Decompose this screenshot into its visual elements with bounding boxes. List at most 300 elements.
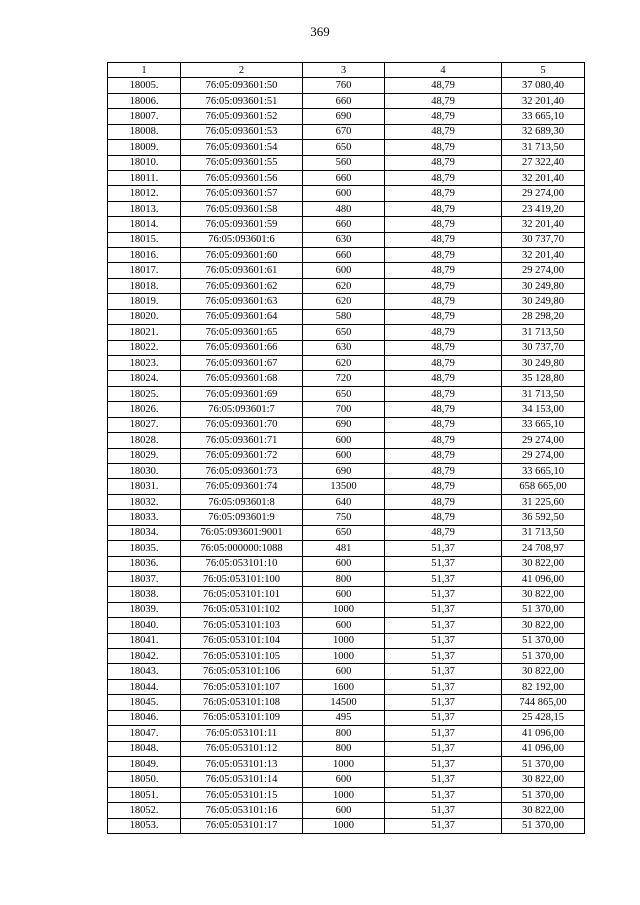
table-cell: 41 096,00 xyxy=(502,726,585,741)
table-row xyxy=(108,170,585,185)
table-cell: 48,79 xyxy=(385,124,502,139)
table-cell: 33 665,10 xyxy=(502,109,585,124)
table-cell: 76:05:093601:72 xyxy=(181,448,303,463)
table-cell: 600 xyxy=(303,556,385,571)
table-cell: 32 201,40 xyxy=(502,217,585,232)
table-cell: 18043. xyxy=(108,664,181,679)
column-header: 1 xyxy=(108,63,181,78)
table-cell: 1000 xyxy=(303,649,385,664)
table-cell: 700 xyxy=(303,402,385,417)
table-row xyxy=(108,371,585,386)
table-cell: 18033. xyxy=(108,510,181,525)
table-cell: 30 822,00 xyxy=(502,587,585,602)
table-cell: 76:05:053101:12 xyxy=(181,741,303,756)
table-cell: 48,79 xyxy=(385,525,502,540)
table-cell: 51,37 xyxy=(385,787,502,802)
table-cell: 600 xyxy=(303,618,385,633)
table-cell: 48,79 xyxy=(385,340,502,355)
table-cell: 33 665,10 xyxy=(502,463,585,478)
table-cell: 27 322,40 xyxy=(502,155,585,170)
table-cell: 32 689,30 xyxy=(502,124,585,139)
table-cell: 48,79 xyxy=(385,402,502,417)
table-cell: 18030. xyxy=(108,463,181,478)
table-cell: 76:05:053101:108 xyxy=(181,695,303,710)
table-cell: 82 192,00 xyxy=(502,679,585,694)
table-row xyxy=(108,633,585,648)
table-row xyxy=(108,525,585,540)
table-row xyxy=(108,309,585,324)
table-row xyxy=(108,741,585,756)
table-cell: 51,37 xyxy=(385,695,502,710)
table-cell: 630 xyxy=(303,340,385,355)
table-cell: 33 665,10 xyxy=(502,417,585,432)
table-row xyxy=(108,618,585,633)
table-cell: 76:05:093601:53 xyxy=(181,124,303,139)
table-cell: 18011. xyxy=(108,170,181,185)
table-cell: 650 xyxy=(303,325,385,340)
table-cell: 51,37 xyxy=(385,602,502,617)
table-cell: 30 249,80 xyxy=(502,278,585,293)
table-cell: 600 xyxy=(303,587,385,602)
table-cell: 76:05:093601:56 xyxy=(181,170,303,185)
table-cell: 18021. xyxy=(108,325,181,340)
table-cell: 51,37 xyxy=(385,772,502,787)
table-cell: 800 xyxy=(303,726,385,741)
table-cell: 760 xyxy=(303,78,385,93)
table-row xyxy=(108,571,585,586)
table-row xyxy=(108,463,585,478)
table-cell: 495 xyxy=(303,710,385,725)
table-cell: 18040. xyxy=(108,618,181,633)
table-row xyxy=(108,448,585,463)
table-cell: 18047. xyxy=(108,726,181,741)
table-row xyxy=(108,772,585,787)
table-row xyxy=(108,602,585,617)
table-cell: 76:05:093601:62 xyxy=(181,278,303,293)
table-cell: 51 370,00 xyxy=(502,649,585,664)
table-cell: 51 370,00 xyxy=(502,602,585,617)
table-cell: 18044. xyxy=(108,679,181,694)
table-cell: 37 080,40 xyxy=(502,78,585,93)
table-cell: 76:05:053101:11 xyxy=(181,726,303,741)
table-cell: 76:05:093601:8 xyxy=(181,494,303,509)
table-cell: 76:05:053101:101 xyxy=(181,587,303,602)
table-cell: 36 592,50 xyxy=(502,510,585,525)
table-cell: 18045. xyxy=(108,695,181,710)
table-cell: 18034. xyxy=(108,525,181,540)
table-row xyxy=(108,340,585,355)
table-cell: 690 xyxy=(303,417,385,432)
table-cell: 18010. xyxy=(108,155,181,170)
table-cell: 658 665,00 xyxy=(502,479,585,494)
table-cell: 744 865,00 xyxy=(502,695,585,710)
table-row xyxy=(108,664,585,679)
table-row xyxy=(108,494,585,509)
table-cell: 31 225,60 xyxy=(502,494,585,509)
table-cell: 650 xyxy=(303,386,385,401)
table-cell: 76:05:093601:67 xyxy=(181,356,303,371)
table-cell: 76:05:093601:55 xyxy=(181,155,303,170)
table-cell: 1600 xyxy=(303,679,385,694)
column-header: 4 xyxy=(385,63,502,78)
table-cell: 800 xyxy=(303,571,385,586)
table-cell: 18048. xyxy=(108,741,181,756)
table-cell: 51,37 xyxy=(385,633,502,648)
table-cell: 31 713,50 xyxy=(502,386,585,401)
table-cell: 18013. xyxy=(108,201,181,216)
table-cell: 1000 xyxy=(303,602,385,617)
table-cell: 18042. xyxy=(108,649,181,664)
table-cell: 660 xyxy=(303,170,385,185)
table-cell: 41 096,00 xyxy=(502,741,585,756)
table-cell: 620 xyxy=(303,356,385,371)
table-cell: 630 xyxy=(303,232,385,247)
table-row xyxy=(108,386,585,401)
column-header: 5 xyxy=(502,63,585,78)
table-cell: 51,37 xyxy=(385,587,502,602)
table-row xyxy=(108,649,585,664)
table-cell: 18031. xyxy=(108,479,181,494)
table-cell: 76:05:093601:51 xyxy=(181,93,303,108)
table-row xyxy=(108,803,585,818)
table-cell: 31 713,50 xyxy=(502,325,585,340)
table-cell: 76:05:093601:9 xyxy=(181,510,303,525)
table-cell: 76:05:093601:69 xyxy=(181,386,303,401)
table-cell: 48,79 xyxy=(385,463,502,478)
table-cell: 18008. xyxy=(108,124,181,139)
table-cell: 51 370,00 xyxy=(502,787,585,802)
table-cell: 76:05:093601:61 xyxy=(181,263,303,278)
table-cell: 650 xyxy=(303,525,385,540)
table-cell: 51,37 xyxy=(385,741,502,756)
table-cell: 76:05:053101:16 xyxy=(181,803,303,818)
table-row xyxy=(108,278,585,293)
table-cell: 76:05:093601:74 xyxy=(181,479,303,494)
table-cell: 18029. xyxy=(108,448,181,463)
table-row xyxy=(108,402,585,417)
table-cell: 32 201,40 xyxy=(502,93,585,108)
table-cell: 18018. xyxy=(108,278,181,293)
table-cell: 48,79 xyxy=(385,186,502,201)
table-cell: 48,79 xyxy=(385,201,502,216)
table-cell: 51 370,00 xyxy=(502,756,585,771)
table-cell: 29 274,00 xyxy=(502,448,585,463)
table-cell: 48,79 xyxy=(385,417,502,432)
table-cell: 560 xyxy=(303,155,385,170)
table-cell: 48,79 xyxy=(385,78,502,93)
table-row xyxy=(108,124,585,139)
table-cell: 660 xyxy=(303,93,385,108)
table-cell: 13500 xyxy=(303,479,385,494)
table-cell: 76:05:093601:70 xyxy=(181,417,303,432)
table-row xyxy=(108,587,585,602)
table-cell: 76:05:093601:59 xyxy=(181,217,303,232)
table-cell: 51 370,00 xyxy=(502,633,585,648)
table-cell: 76:05:053101:107 xyxy=(181,679,303,694)
table-cell: 48,79 xyxy=(385,248,502,263)
table-cell: 18016. xyxy=(108,248,181,263)
table-row xyxy=(108,679,585,694)
table-row xyxy=(108,78,585,93)
table-cell: 76:05:053101:17 xyxy=(181,818,303,833)
table-cell: 29 274,00 xyxy=(502,433,585,448)
table-row xyxy=(108,510,585,525)
table-cell: 76:05:053101:14 xyxy=(181,772,303,787)
table-row xyxy=(108,756,585,771)
table-cell: 51,37 xyxy=(385,664,502,679)
table-row xyxy=(108,417,585,432)
table-cell: 620 xyxy=(303,294,385,309)
table-cell: 76:05:093601:58 xyxy=(181,201,303,216)
table-cell: 18046. xyxy=(108,710,181,725)
table-cell: 30 822,00 xyxy=(502,803,585,818)
table-cell: 1000 xyxy=(303,633,385,648)
table-cell: 51,37 xyxy=(385,710,502,725)
table-cell: 76:05:093601:60 xyxy=(181,248,303,263)
table-cell: 720 xyxy=(303,371,385,386)
table-cell: 18039. xyxy=(108,602,181,617)
table-cell: 30 822,00 xyxy=(502,618,585,633)
table-cell: 18025. xyxy=(108,386,181,401)
table-cell: 48,79 xyxy=(385,93,502,108)
table-cell: 76:05:093601:65 xyxy=(181,325,303,340)
table-header-row xyxy=(108,63,585,78)
table-row xyxy=(108,294,585,309)
table-cell: 1000 xyxy=(303,787,385,802)
table-cell: 48,79 xyxy=(385,433,502,448)
table-cell: 32 201,40 xyxy=(502,248,585,263)
table-cell: 76:05:093601:64 xyxy=(181,309,303,324)
table-cell: 18036. xyxy=(108,556,181,571)
table-cell: 18006. xyxy=(108,93,181,108)
table-cell: 30 249,80 xyxy=(502,294,585,309)
table-body xyxy=(108,78,585,834)
table-cell: 580 xyxy=(303,309,385,324)
table-cell: 18024. xyxy=(108,371,181,386)
table-cell: 76:05:093601:54 xyxy=(181,140,303,155)
table-cell: 600 xyxy=(303,263,385,278)
table-cell: 18012. xyxy=(108,186,181,201)
table-cell: 41 096,00 xyxy=(502,571,585,586)
table-row xyxy=(108,325,585,340)
table-cell: 29 274,00 xyxy=(502,186,585,201)
table-cell: 650 xyxy=(303,140,385,155)
table-cell: 18026. xyxy=(108,402,181,417)
table-cell: 1000 xyxy=(303,818,385,833)
table-cell: 51,37 xyxy=(385,649,502,664)
table-cell: 18020. xyxy=(108,309,181,324)
table-row xyxy=(108,479,585,494)
table-cell: 76:05:093601:71 xyxy=(181,433,303,448)
table-cell: 29 274,00 xyxy=(502,263,585,278)
table-cell: 51 370,00 xyxy=(502,818,585,833)
table-cell: 30 822,00 xyxy=(502,772,585,787)
table-cell: 750 xyxy=(303,510,385,525)
table-cell: 48,79 xyxy=(385,232,502,247)
table-cell: 18038. xyxy=(108,587,181,602)
table-cell: 18032. xyxy=(108,494,181,509)
table-cell: 30 737,70 xyxy=(502,340,585,355)
table-cell: 30 249,80 xyxy=(502,356,585,371)
table-cell: 76:05:093601:63 xyxy=(181,294,303,309)
table-cell: 76:05:053101:106 xyxy=(181,664,303,679)
table-cell: 51,37 xyxy=(385,571,502,586)
table-cell: 48,79 xyxy=(385,217,502,232)
table-cell: 51,37 xyxy=(385,756,502,771)
table-row xyxy=(108,155,585,170)
table-cell: 76:05:053101:102 xyxy=(181,602,303,617)
table-row xyxy=(108,556,585,571)
table-cell: 18028. xyxy=(108,433,181,448)
table-cell: 51,37 xyxy=(385,679,502,694)
table-cell: 18017. xyxy=(108,263,181,278)
table-row xyxy=(108,201,585,216)
table-row xyxy=(108,93,585,108)
table-cell: 51,37 xyxy=(385,726,502,741)
table-cell: 18022. xyxy=(108,340,181,355)
table-cell: 48,79 xyxy=(385,140,502,155)
table-cell: 800 xyxy=(303,741,385,756)
table-row xyxy=(108,217,585,232)
table-cell: 640 xyxy=(303,494,385,509)
table-cell: 51,37 xyxy=(385,541,502,556)
table-cell: 670 xyxy=(303,124,385,139)
table-row xyxy=(108,232,585,247)
table-cell: 18015. xyxy=(108,232,181,247)
table-row xyxy=(108,787,585,802)
table-cell: 18023. xyxy=(108,356,181,371)
table-cell: 600 xyxy=(303,803,385,818)
table-cell: 31 713,50 xyxy=(502,525,585,540)
table-cell: 76:05:053101:10 xyxy=(181,556,303,571)
table-cell: 24 708,97 xyxy=(502,541,585,556)
table-cell: 600 xyxy=(303,772,385,787)
table-cell: 48,79 xyxy=(385,294,502,309)
table-cell: 660 xyxy=(303,217,385,232)
table-cell: 76:05:000000:1088 xyxy=(181,541,303,556)
table-cell: 18014. xyxy=(108,217,181,232)
table-cell: 600 xyxy=(303,186,385,201)
table-cell: 18050. xyxy=(108,772,181,787)
table-row xyxy=(108,726,585,741)
table-cell: 48,79 xyxy=(385,448,502,463)
table-cell: 620 xyxy=(303,278,385,293)
table-cell: 32 201,40 xyxy=(502,170,585,185)
table-cell: 690 xyxy=(303,109,385,124)
table-cell: 76:05:093601:9001 xyxy=(181,525,303,540)
table-row xyxy=(108,433,585,448)
table-row xyxy=(108,186,585,201)
table-cell: 51,37 xyxy=(385,818,502,833)
table-cell: 18007. xyxy=(108,109,181,124)
table-cell: 76:05:053101:109 xyxy=(181,710,303,725)
table-cell: 30 822,00 xyxy=(502,556,585,571)
table-cell: 76:05:053101:105 xyxy=(181,649,303,664)
table-cell: 48,79 xyxy=(385,371,502,386)
table-cell: 76:05:093601:52 xyxy=(181,109,303,124)
table-cell: 600 xyxy=(303,433,385,448)
table-cell: 48,79 xyxy=(385,278,502,293)
table-cell: 18049. xyxy=(108,756,181,771)
table-cell: 76:05:053101:103 xyxy=(181,618,303,633)
table-cell: 30 737,70 xyxy=(502,232,585,247)
table-cell: 76:05:093601:50 xyxy=(181,78,303,93)
table-cell: 18027. xyxy=(108,417,181,432)
table-row xyxy=(108,710,585,725)
column-header: 2 xyxy=(181,63,303,78)
table-cell: 18035. xyxy=(108,541,181,556)
table-cell: 51,37 xyxy=(385,618,502,633)
table-row xyxy=(108,140,585,155)
table-cell: 48,79 xyxy=(385,386,502,401)
table-row xyxy=(108,695,585,710)
table-cell: 48,79 xyxy=(385,263,502,278)
table-cell: 48,79 xyxy=(385,109,502,124)
table-cell: 18019. xyxy=(108,294,181,309)
table-cell: 481 xyxy=(303,541,385,556)
cadastral-table xyxy=(107,62,585,834)
table-cell: 660 xyxy=(303,248,385,263)
table-row xyxy=(108,109,585,124)
table-cell: 23 419,20 xyxy=(502,201,585,216)
table-cell: 48,79 xyxy=(385,309,502,324)
page-number: 369 xyxy=(310,24,330,39)
table-cell: 76:05:053101:100 xyxy=(181,571,303,586)
table-cell: 600 xyxy=(303,664,385,679)
table-row xyxy=(108,248,585,263)
table-cell: 76:05:093601:6 xyxy=(181,232,303,247)
table-cell: 48,79 xyxy=(385,155,502,170)
table-cell: 18037. xyxy=(108,571,181,586)
table-cell: 18005. xyxy=(108,78,181,93)
table-cell: 18052. xyxy=(108,803,181,818)
table-cell: 690 xyxy=(303,463,385,478)
table-cell: 48,79 xyxy=(385,356,502,371)
table-cell: 18009. xyxy=(108,140,181,155)
table-cell: 76:05:053101:104 xyxy=(181,633,303,648)
table-cell: 76:05:093601:73 xyxy=(181,463,303,478)
table-cell: 76:05:093601:7 xyxy=(181,402,303,417)
table-cell: 480 xyxy=(303,201,385,216)
table-cell: 1000 xyxy=(303,756,385,771)
table-row xyxy=(108,263,585,278)
table-row xyxy=(108,356,585,371)
table-cell: 51,37 xyxy=(385,803,502,818)
table-cell: 600 xyxy=(303,448,385,463)
table-cell: 14500 xyxy=(303,695,385,710)
table-cell: 76:05:053101:13 xyxy=(181,756,303,771)
table-cell: 51,37 xyxy=(385,556,502,571)
table-cell: 25 428,15 xyxy=(502,710,585,725)
table-row xyxy=(108,818,585,833)
table-cell: 48,79 xyxy=(385,325,502,340)
table-cell: 48,79 xyxy=(385,479,502,494)
table-cell: 34 153,00 xyxy=(502,402,585,417)
table-cell: 48,79 xyxy=(385,494,502,509)
table-cell: 18051. xyxy=(108,787,181,802)
table-cell: 76:05:093601:66 xyxy=(181,340,303,355)
table-row xyxy=(108,541,585,556)
table-cell: 18053. xyxy=(108,818,181,833)
table-cell: 35 128,80 xyxy=(502,371,585,386)
table-cell: 48,79 xyxy=(385,170,502,185)
table-cell: 30 822,00 xyxy=(502,664,585,679)
table-cell: 28 298,20 xyxy=(502,309,585,324)
table-cell: 31 713,50 xyxy=(502,140,585,155)
table-cell: 48,79 xyxy=(385,510,502,525)
table-cell: 76:05:093601:57 xyxy=(181,186,303,201)
table-cell: 18041. xyxy=(108,633,181,648)
